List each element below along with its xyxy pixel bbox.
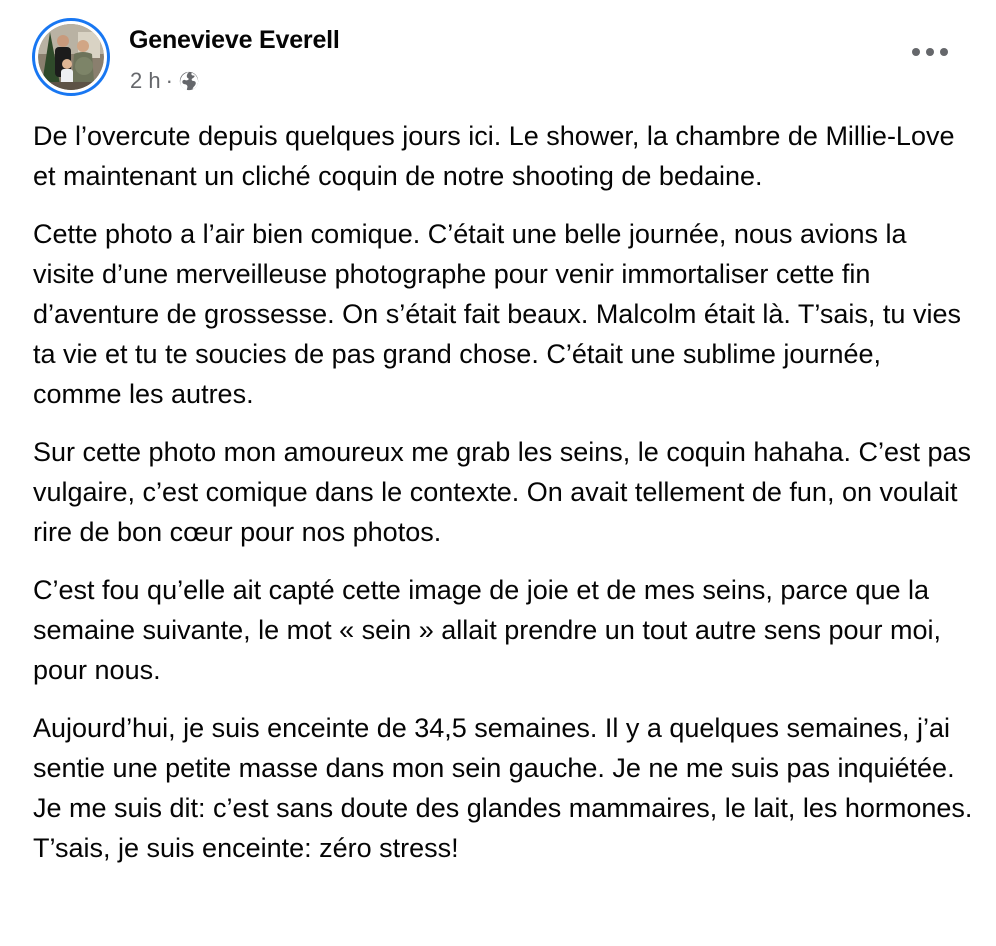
post-paragraph-1: De l’overcute depuis quelques jours ici. Le shower, la chambre de Millie-Love et maintenant un cliché coquin de notre shooting de bedaine. bbox=[33, 121, 955, 191]
avatar-photo bbox=[38, 24, 104, 90]
more-horizontal-icon bbox=[912, 48, 920, 56]
post-meta bbox=[130, 68, 200, 94]
post-paragraph-2: Cette photo a l’air bien comique. C’était une belle journée, nous avions la visite d’une merveilleuse photographe pour venir immortaliser cette fin d’aventure de grossesse. On s’était fait beaux. Malcolm était là. T’sais, tu vies ta vie et tu te soucies de pas grand chose. C’était une sublime journée, comme les autres. bbox=[33, 219, 961, 409]
more-dot bbox=[940, 48, 948, 56]
post-paragraph-5: Aujourd’hui, je suis enceinte de 34,5 semaines. Il y a quelques semaines, j’ai sentie une petite masse dans mon sein gauche. Je ne me suis pas inquiétée. Je me suis dit: c’est sans doute des glandes mammaires, le lait, les hormones. T’sais, je suis enceinte: zéro stress! bbox=[33, 713, 973, 863]
author-avatar[interactable] bbox=[32, 18, 110, 96]
post-paragraph-4: C’est fou qu’elle ait capté cette image de joie et de mes seins, parce que la semaine suivante, le mot « sein » allait prendre un tout autre sens pour moi, pour nous. bbox=[33, 575, 942, 685]
meta-separator: · bbox=[165, 68, 173, 93]
post-timestamp[interactable]: 2 h bbox=[130, 68, 161, 93]
post-text bbox=[33, 116, 973, 886]
post-header bbox=[32, 18, 972, 98]
more-dot bbox=[926, 48, 934, 56]
globe-icon[interactable] bbox=[178, 70, 200, 92]
author-name[interactable]: Genevieve Everell bbox=[129, 26, 340, 54]
post-paragraph-3: Sur cette photo mon amoureux me grab les seins, le coquin hahaha. C’est pas vulgaire, c’est comique dans le contexte. On avait tellement de fun, on voulait rire de bon cœur pour nos photos. bbox=[33, 437, 972, 547]
more-options-button[interactable] bbox=[912, 40, 948, 64]
